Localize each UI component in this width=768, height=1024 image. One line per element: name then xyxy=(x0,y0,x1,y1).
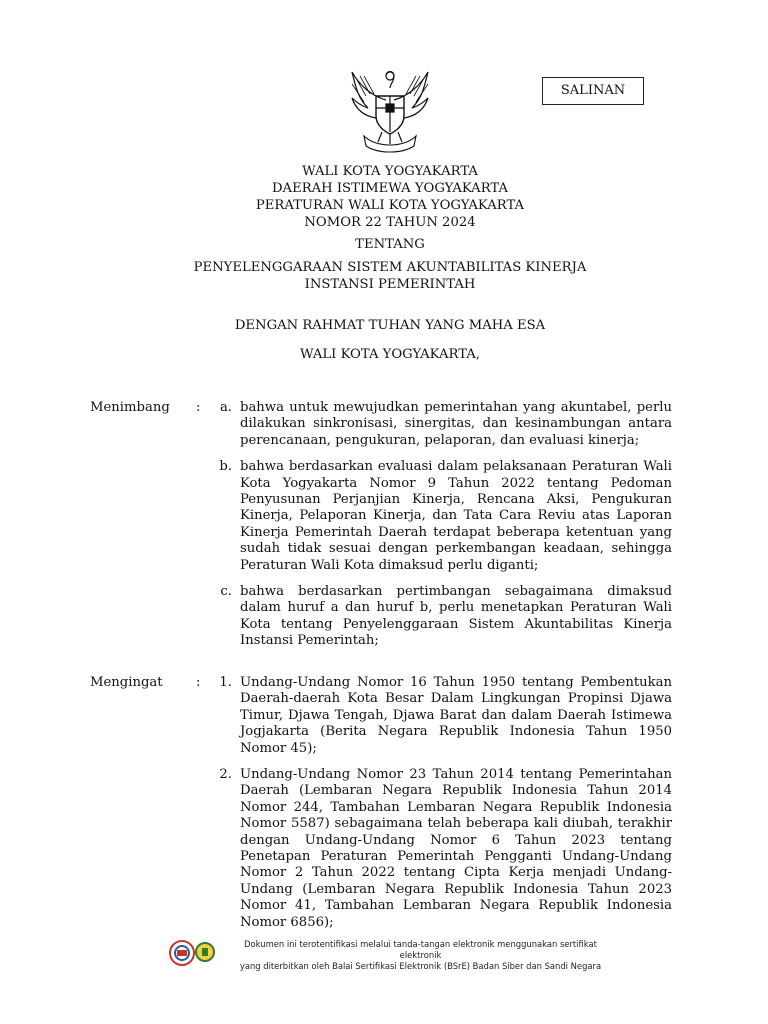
list-item: b. bahwa berdasarkan evaluasi dalam pelaksanaan Peraturan Wali Kota Yogyakarta Nomor 9 Tahun 2022 tentang Pedoman Penyusunan Perjanjian Kinerja, Rencana Aksi, Pengukuran Kinerja, Pelaporan Kinerja, dan Tata Cara Reviu atas Laporan Kinerja Pemerintah Daerah terdapat beberapa ketentuan yang sudah tidak sesuai dengan perkembangan keadaan, sehingga Peraturan Wali Kota dimaksud perlu diganti; xyxy=(219,459,672,573)
menimbang-item-a: bahwa untuk mewujudkan pemerintahan yang akuntabel, perlu dilakukan sinkronisasi, sinergitas, dan kesinambungan antara perencanaan, pengukuran, pelaporan, dan evaluasi kinerja; xyxy=(240,400,672,448)
list-item: Mengingat : 1. Undang-Undang Nomor 16 Tahun 1950 tentang Pembentukan Daerah-daerah Kota Besar Dalam Lingkungan Propinsi Djawa Timur, Djawa Tengah, Djawa Barat dan dalam Daerah Istimewa Jogjakarta (Berita Negara Republik Indonesia Tahun 1950 Nomor 45); xyxy=(90,675,672,756)
list-item: 2. Undang-Undang Nomor 23 Tahun 2014 tentang Pemerintahan Daerah (Lembaran Negara Republik Indonesia Tahun 2014 Nomor 244, Tambahan Lembaran Negara Republik Indonesia Nomor 5587) sebagaimana telah beberapa kali diubah, terakhir dengan Undang-Undang Nomor 6 Tahun 2023 tentang Penetapan Peraturan Pemerintah Pengganti Undang-Undang Nomor 2 Tahun 2022 tentang Cipta Kerja menjadi Undang-Undang (Lembaran Negara Republik Indonesia Tahun 2023 Nomor 41, Tambahan Lembaran Negara Republik Indonesia Nomor 6856); xyxy=(219,767,672,930)
bsre-logo-icon xyxy=(168,936,216,970)
issuer-title: WALI KOTA YOGYAKARTA xyxy=(302,164,478,179)
mengingat-section xyxy=(90,675,672,941)
menimbang-section xyxy=(90,400,672,660)
regulation-title: PERATURAN WALI KOTA YOGYAKARTA xyxy=(255,198,525,213)
menimbang-label: Menimbang xyxy=(90,400,170,415)
menimbang-item-c: bahwa berdasarkan pertimbangan sebagaimana dimaksud dalam huruf a dan huruf b, perlu menetapkan Peraturan Wali Kota tentang Penyelenggaraan Sistem Akuntabilitas Kinerja Instansi Pemerintah; xyxy=(240,584,672,649)
esign-note: Dokumen ini terotentifikasi melalui tanda-tangan elektronik menggunakan sertifikat elektronik yang diterbitkan oleh Balai Sertifikasi Elektronik (BSrE) Badan Siber dan Sandi Negara xyxy=(239,939,602,971)
mengingat-label: Mengingat xyxy=(90,675,163,690)
document-header xyxy=(100,163,680,293)
garuda-emblem-icon xyxy=(342,66,438,158)
regulation-number: NOMOR 22 TAHUN 2024 xyxy=(304,215,476,230)
salinan-badge: SALINAN xyxy=(542,77,644,105)
subject-line-2: INSTANSI PEMERINTAH xyxy=(304,277,476,292)
region-title: DAERAH ISTIMEWA YOGYAKARTA xyxy=(271,181,509,196)
tentang-label: TENTANG xyxy=(355,237,425,252)
list-item: c. bahwa berdasarkan pertimbangan sebagaimana dimaksud dalam huruf a dan huruf b, perlu menetapkan Peraturan Wali Kota tentang Penyelenggaraan Sistem Akuntabilitas Kinerja Instansi Pemerintah; xyxy=(220,584,672,649)
mengingat-item-2: Undang-Undang Nomor 23 Tahun 2014 tentang Pemerintahan Daerah (Lembaran Negara Republik Indonesia Tahun 2014 Nomor 244, Tambahan Lembaran Negara Republik Indonesia Nomor 5587) sebagaimana telah beberapa kali diubah, terakhir dengan Undang-Undang Nomor 6 Tahun 2023 tentang Penetapan Peraturan Pemerintah Pengganti Undang-Undang Nomor 2 Tahun 2022 tentang Cipta Kerja menjadi Undang-Undang (Lembaran Negara Republik Indonesia Tahun 2023 Nomor 41, Tambahan Lembaran Negara Republik Indonesia Nomor 6856); xyxy=(240,767,672,930)
opening-phrase: DENGAN RAHMAT TUHAN YANG MAHA ESA xyxy=(234,318,546,333)
list-item: Menimbang : a. bahwa untuk mewujudkan pemerintahan yang akuntabel, perlu dilakukan sinkronisasi, sinergitas, dan kesinambungan antara perencanaan, pengukuran, pelaporan, dan evaluasi kinerja; xyxy=(90,400,672,448)
esign-footer xyxy=(168,936,618,970)
issuer-signature-line: WALI KOTA YOGYAKARTA, xyxy=(299,347,481,362)
subject-line-1: PENYELENGGARAAN SISTEM AKUNTABILITAS KINERJA xyxy=(193,260,587,275)
mengingat-item-1: Undang-Undang Nomor 16 Tahun 1950 tentang Pembentukan Daerah-daerah Kota Besar Dalam Lingkungan Propinsi Djawa Timur, Djawa Tengah, Djawa Barat dan dalam Daerah Istimewa Jogjakarta (Berita Negara Republik Indonesia Tahun 1950 Nomor 45); xyxy=(240,675,672,756)
menimbang-item-b: bahwa berdasarkan evaluasi dalam pelaksanaan Peraturan Wali Kota Yogyakarta Nomor 9 Tahun 2022 tentang Pedoman Penyusunan Perjanjian Kinerja, Rencana Aksi, Pengukuran Kinerja, Pelaporan Kinerja, dan Tata Cara Reviu atas Laporan Kinerja Pemerintah Daerah terdapat beberapa ketentuan yang sudah tidak sesuai dengan perkembangan keadaan, sehingga Peraturan Wali Kota dimaksud perlu diganti; xyxy=(240,459,672,573)
